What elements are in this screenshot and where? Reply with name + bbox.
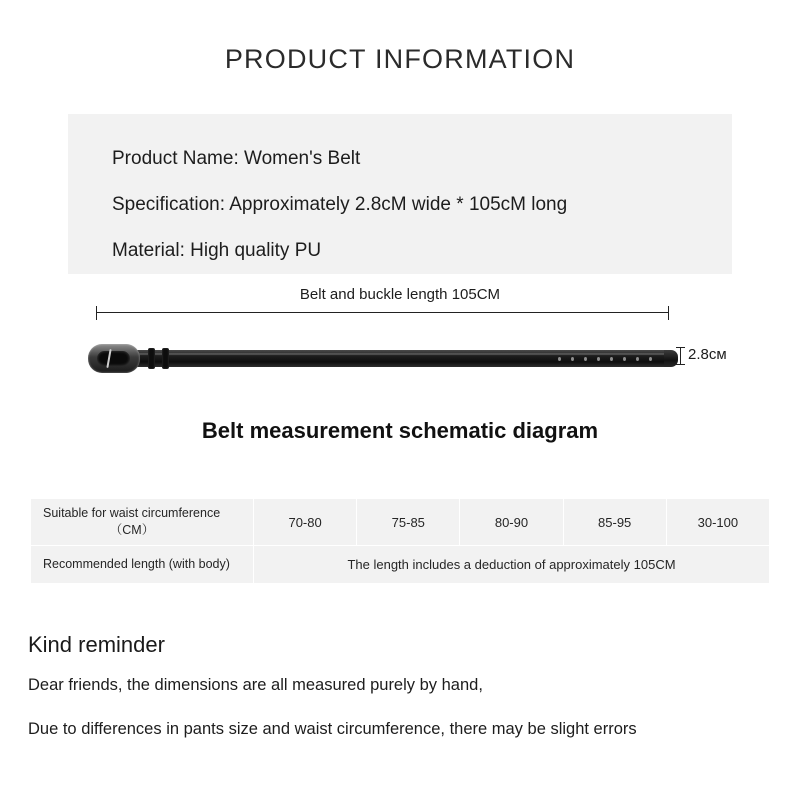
length-dimension-line (96, 312, 668, 313)
table-row (31, 499, 770, 546)
waist-circumference-label-unit: （CM） (109, 523, 155, 537)
width-cap-bottom (676, 364, 685, 365)
belt-hole (623, 357, 626, 361)
waist-circumference-label (31, 499, 254, 546)
belt-hole (610, 357, 613, 361)
schematic-caption: Belt measurement schematic diagram (201, 418, 599, 443)
page-title: PRODUCT INFORMATION (224, 44, 576, 74)
kind-reminder-line-2: Due to differences in pants size and waist circumference, there may be slight errors (28, 720, 637, 738)
recommended-length-label: Recommended length (with body) (31, 546, 254, 584)
belt-hole (558, 357, 561, 361)
waist-range-cell: 30-100 (666, 499, 769, 546)
product-name-line: Product Name: Women's Belt (112, 148, 361, 169)
recommended-length-note: The length includes a deduction of approximately 105CM (254, 546, 770, 584)
waist-range-cell: 85-95 (563, 499, 666, 546)
table-row (31, 546, 770, 584)
buckle-inner (97, 351, 130, 366)
kind-reminder-heading: Kind reminder (28, 632, 165, 657)
belt-illustration (88, 332, 678, 382)
belt-buckle (88, 344, 140, 373)
waist-range-cell: 80-90 (460, 499, 563, 546)
belt-diagram (0, 286, 800, 416)
belt-hole (597, 357, 600, 361)
belt-width-dimension (676, 344, 736, 376)
belt-hole (571, 357, 574, 361)
belt-hole (649, 357, 652, 361)
belt-hole (636, 357, 639, 361)
belt-width-label: 2.8cм (688, 346, 727, 363)
waist-range-cell: 70-80 (254, 499, 357, 546)
waist-circumference-label-main: Suitable for waist circumference (43, 506, 221, 520)
belt-length-label: Belt and buckle length 105CM (299, 286, 501, 303)
size-table (30, 498, 770, 584)
specification-line: Specification: Approximately 2.8cM wide * 105cM long (112, 194, 568, 215)
belt-hole (584, 357, 587, 361)
product-info-panel (68, 114, 732, 274)
kind-reminder-line-1: Dear friends, the dimensions are all measured purely by hand, (28, 676, 483, 694)
length-dimension-tick-right (668, 306, 669, 320)
kind-reminder-section (28, 632, 788, 762)
waist-range-cell: 75-85 (357, 499, 460, 546)
belt-keeper-loop (148, 348, 155, 369)
material-line: Material: High quality PU (112, 240, 322, 261)
width-dimension-line (680, 347, 681, 364)
belt-keeper-loop (162, 348, 169, 369)
belt-holes (558, 357, 662, 361)
length-dimension-tick-left (96, 306, 97, 320)
